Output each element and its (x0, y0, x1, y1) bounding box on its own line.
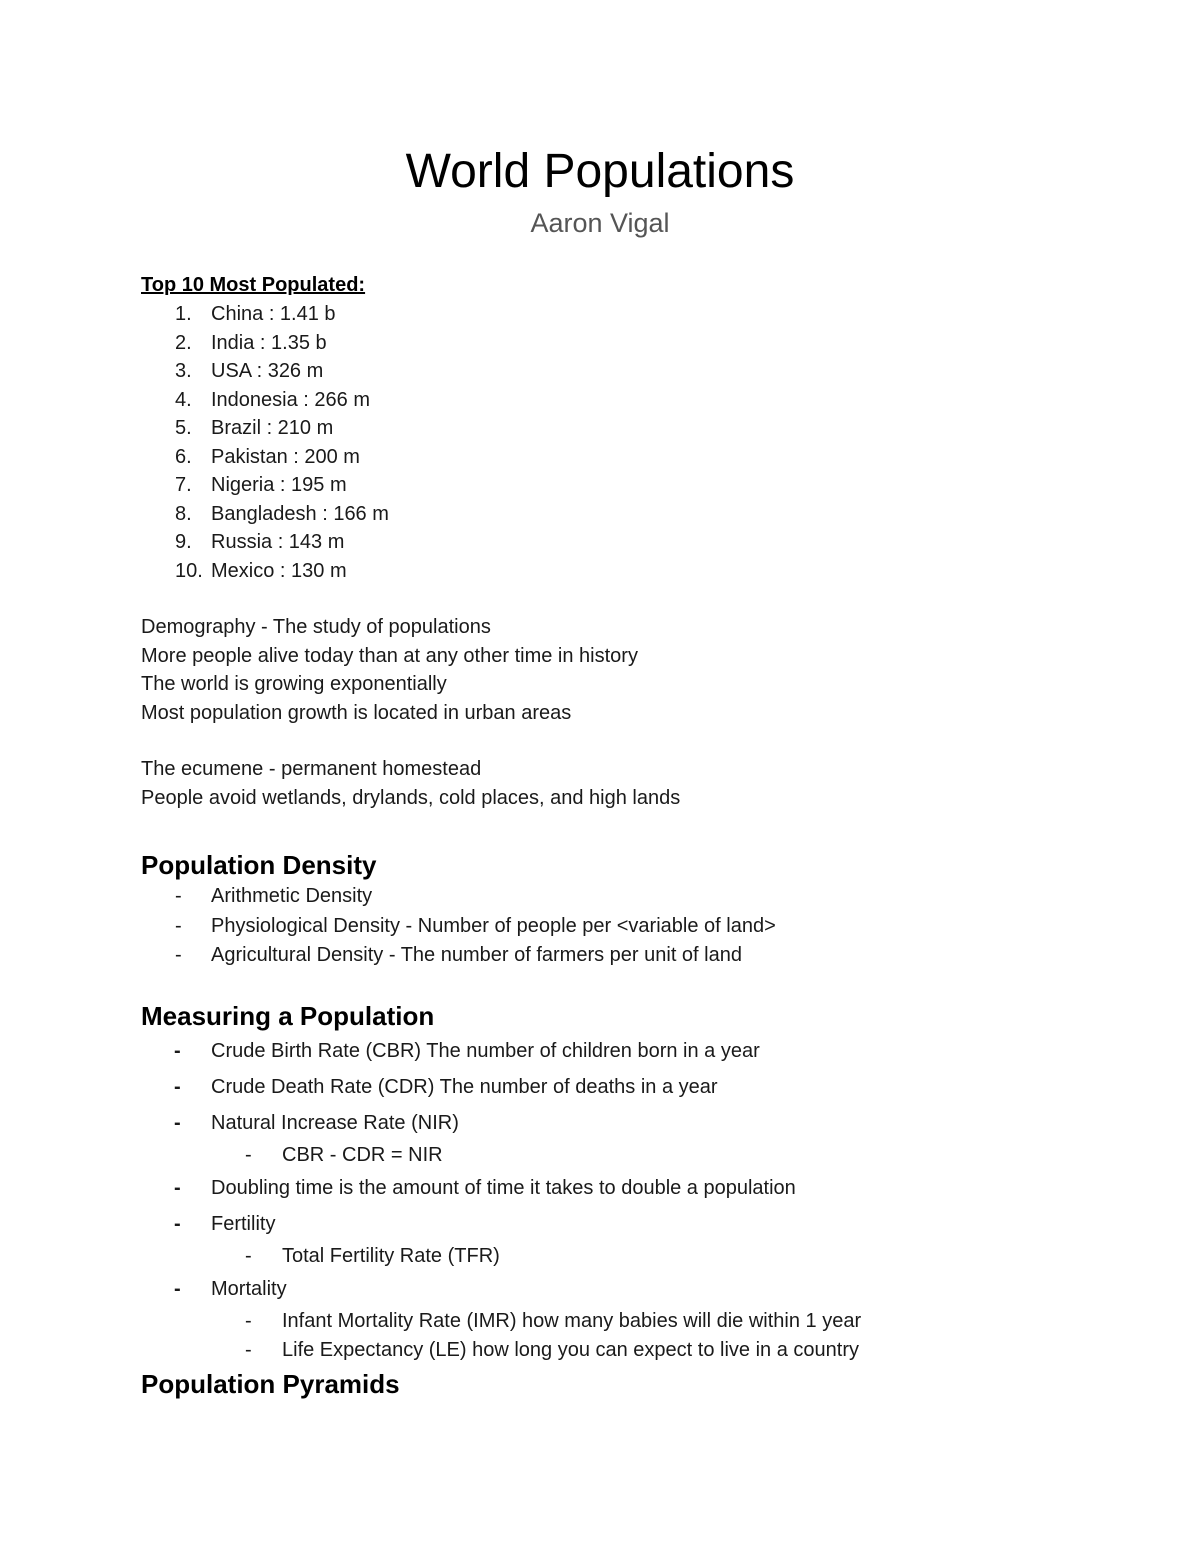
list-item-text: China : 1.41 b (211, 303, 336, 325)
dash-bullet: - (175, 885, 182, 907)
list-item (141, 500, 1141, 529)
list-number: 4. (175, 388, 192, 411)
list-item-text: Life Expectancy (LE) how long you can expect to live in a country (282, 1338, 859, 1361)
list-item-text: India : 1.35 b (211, 331, 327, 354)
spacer (141, 727, 1141, 755)
list-item (141, 300, 1141, 329)
spacer (141, 812, 1141, 848)
document-author: Aaron Vigal (530, 208, 670, 238)
dash-bullet: - (174, 1039, 181, 1062)
top10-list (141, 300, 1141, 585)
list-number: 9. (175, 531, 192, 553)
note-line: More people alive today than at any other time in history (141, 644, 638, 667)
list-item (141, 912, 1141, 942)
list-item (141, 882, 1141, 912)
measuring-list (141, 1033, 1141, 1365)
note-line: People avoid wetlands, drylands, cold places, and high lands (141, 786, 681, 809)
list-number: 1. (175, 303, 192, 325)
document-body (141, 270, 1141, 1401)
list-number: 2. (175, 331, 192, 354)
list-item-text: Russia : 143 m (211, 531, 345, 553)
list-item-text: Fertility (211, 1212, 276, 1235)
list-item (141, 1105, 1141, 1141)
list-item-text: Physiological Density - Number of people per <variable of land> (211, 914, 776, 937)
list-item-text: Arithmetic Density (211, 885, 373, 907)
list-item (141, 1206, 1141, 1242)
list-number: 10. (175, 559, 203, 582)
sub-list-item (141, 1307, 1141, 1336)
list-item (141, 1033, 1141, 1069)
density-list (141, 882, 1141, 971)
list-item (141, 386, 1141, 415)
list-item-text: Mexico : 130 m (211, 559, 347, 582)
document-title: World Populations (405, 145, 795, 198)
list-item-text: Mortality (211, 1277, 287, 1300)
sub-list-item (141, 1336, 1141, 1365)
list-item (141, 471, 1141, 500)
note-line: Most population growth is located in urban areas (141, 701, 572, 724)
sub-list-item (141, 1141, 1141, 1170)
list-item-text: CBR - CDR = NIR (282, 1143, 443, 1166)
section-heading-pyramids: Population Pyramids (141, 1368, 400, 1399)
top10-label: Top 10 Most Populated: (141, 274, 366, 296)
list-number: 7. (175, 474, 192, 496)
section-heading-measuring: Measuring a Population (141, 1000, 435, 1031)
list-item-text: Total Fertility Rate (TFR) (282, 1244, 500, 1267)
dash-bullet: - (174, 1111, 181, 1134)
list-item (141, 1271, 1141, 1307)
list-number: 8. (175, 502, 192, 525)
note-line: The ecumene - permanent homestead (141, 758, 482, 780)
list-item (141, 1170, 1141, 1206)
list-number: 5. (175, 417, 192, 439)
spacer (141, 971, 1141, 999)
list-item-text: Doubling time is the amount of time it takes to double a population (211, 1176, 796, 1199)
list-item-text: Natural Increase Rate (NIR) (211, 1111, 459, 1134)
list-item-text: Bangladesh : 166 m (211, 502, 389, 525)
spacer (141, 585, 1141, 613)
list-item-text: Indonesia : 266 m (211, 388, 370, 411)
list-item (141, 1069, 1141, 1105)
list-number: 3. (175, 360, 192, 382)
dash-bullet: - (174, 1075, 181, 1098)
dash-bullet: - (175, 944, 182, 966)
list-item-text: Crude Birth Rate (CBR) The number of children born in a year (211, 1039, 760, 1062)
list-number: 6. (175, 445, 192, 468)
dash-bullet: - (245, 1143, 252, 1166)
dash-bullet: - (245, 1244, 252, 1267)
list-item (141, 528, 1141, 557)
list-item-text: Brazil : 210 m (211, 417, 334, 439)
note-line: Demography - The study of populations (141, 616, 491, 638)
list-item-text: Pakistan : 200 m (211, 445, 360, 468)
list-item-text: Crude Death Rate (CDR) The number of deaths in a year (211, 1075, 718, 1098)
list-item (141, 329, 1141, 358)
list-item-text: Infant Mortality Rate (IMR) how many babies will die within 1 year (282, 1309, 862, 1332)
list-item (141, 357, 1141, 386)
list-item-text: Nigeria : 195 m (211, 474, 347, 496)
section-heading-density: Population Density (141, 850, 377, 880)
list-item-text: USA : 326 m (211, 360, 324, 382)
note-line: The world is growing exponentially (141, 673, 447, 695)
sub-list-item (141, 1242, 1141, 1271)
list-item (141, 941, 1141, 971)
dash-bullet: - (174, 1212, 181, 1235)
list-item-text: Agricultural Density - The number of farmers per unit of land (211, 944, 742, 966)
dash-bullet: - (245, 1309, 252, 1332)
dash-bullet: - (175, 914, 182, 937)
dash-bullet: - (174, 1277, 181, 1300)
dash-bullet: - (245, 1338, 252, 1361)
list-item (141, 414, 1141, 443)
list-item (141, 443, 1141, 472)
dash-bullet: - (174, 1176, 181, 1199)
list-item (141, 557, 1141, 586)
